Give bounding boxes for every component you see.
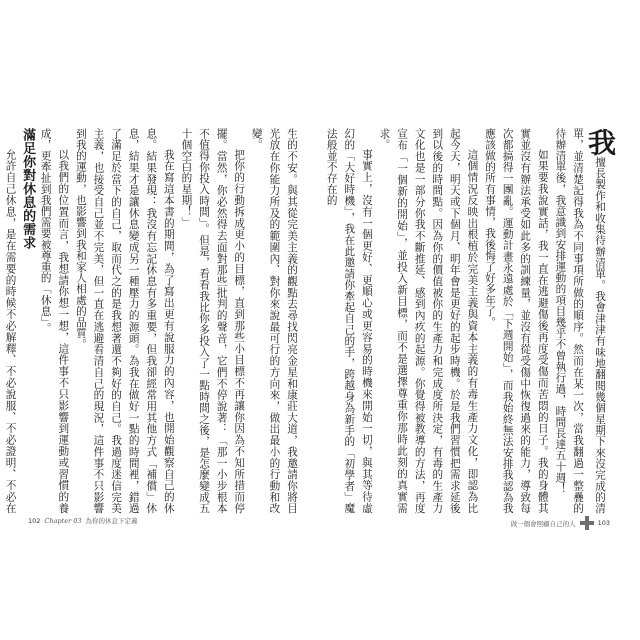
- paragraph: 把你的行動拆成更小的目標，直到那些小目標不再讓你因為不知所措而停擺。當然，你必然得去面對那些批判的聲音，它們不停說著：「那一小步根本不值得你投入時間」。但是，看看我比你多投入了一點時間之後，是怎麼變成五十個空白的星期！」: [180, 128, 246, 514]
- plus-icon: [580, 516, 594, 530]
- paragraph: 如果要我說實話，我一直在逃避傷後再度受傷而苦悶的日子。我的身體其實並沒有辦法承受如此多的訓練量，並沒有從受傷中恢復過來的能力，導致每次都搞得一團亂。運動計畫永遠處於「下週開始」，而我始終無法安排我認為我應該做的所有事情，我後悔了好多年了。: [484, 128, 549, 514]
- right-page: [325, 128, 617, 514]
- paragraph: 以我們的位置而言，我想請你想一想，這件事不只影響到運動或習慣的養成，更牽扯到我們需要被尊重的「休息」。: [39, 128, 70, 514]
- paragraph: 允許自己休息，是在需要的時候不必解釋、不必說服、不必證明、不必在: [4, 149, 17, 514]
- page-number: 102: [28, 516, 41, 525]
- paragraph: 我在寫這本書的期間，為了寫出更有說服力的內容，也開始觀察自己的休息。結果發現：我沒有忘記休息有多重要，但我卻經常用其他方式「補償」休息，結果才是讓休息變成另一種壓力的源頭。為我在做好一點的時間裡，錯過了滿足於當下的自己，取而代之的是我想著還不夠好的自己。我過度迷信完美主義，也接受自己並不完美，但一直在逃避看清自己的現況，這件事不只影響到我的運動，也影響到我和家人相處的品質。: [74, 128, 175, 514]
- paragraph: 事實上，沒有一個更好、更順心或更容易的時機來開始一切，與其等待虛幻的「大好時機」，我在此邀請你牽起自己的手，跨越身為新手的「初學者」魔法般並不存在的: [325, 128, 373, 514]
- chapter-label: Chapter 03: [44, 516, 82, 525]
- left-footer: [28, 516, 138, 525]
- dropcap: 我: [584, 128, 617, 157]
- running-title: 做一個會照顧自己的人: [510, 519, 576, 528]
- right-footer: [511, 516, 610, 530]
- left-page: [4, 128, 300, 514]
- left-page-text: [0, 128, 300, 514]
- right-page-text: [322, 128, 617, 514]
- page-number: 103: [597, 519, 610, 527]
- paragraph: 這個情況反映出根植於完美主義與資本主義的有毒生產力文化，即認為比起今天，明天或下個月、明年會是更好的起步時機。於是我們習慣把需求延後到以後的時間點。因為你的價值被你的生產力和完成度所決定，有毒的生產力文化也是一部分你我不斷推延、感到內疚的起源。你覺得被教導的方法，再度宣布「一個新的開始」，並投入新目標，而不是選擇尊重你那時此刻的真實需求。: [378, 128, 479, 514]
- running-title: 為你的休息下定義: [85, 517, 138, 525]
- opening-paragraph: 我擅長製作和收集待辦清單。我會津津有味地翻閱幾個星期下來沒完成的清單，並清楚記得我為不同事項所做的順序。然而在某一次，當我翻過一整疊的待辦清單後，我意識到安排運動的項目幾乎不曾執行過，時間長達五十週！: [554, 128, 617, 514]
- section-heading: 滿足你對休息的需求: [20, 128, 36, 250]
- paragraph: 生的不安。與其從完美主義的觀點去尋找閃亮金星和康莊大道，我邀請你將目光放在你能力所及的範圍內、對你來說最可行的方向來，做出最小的行動和改變。: [250, 128, 298, 514]
